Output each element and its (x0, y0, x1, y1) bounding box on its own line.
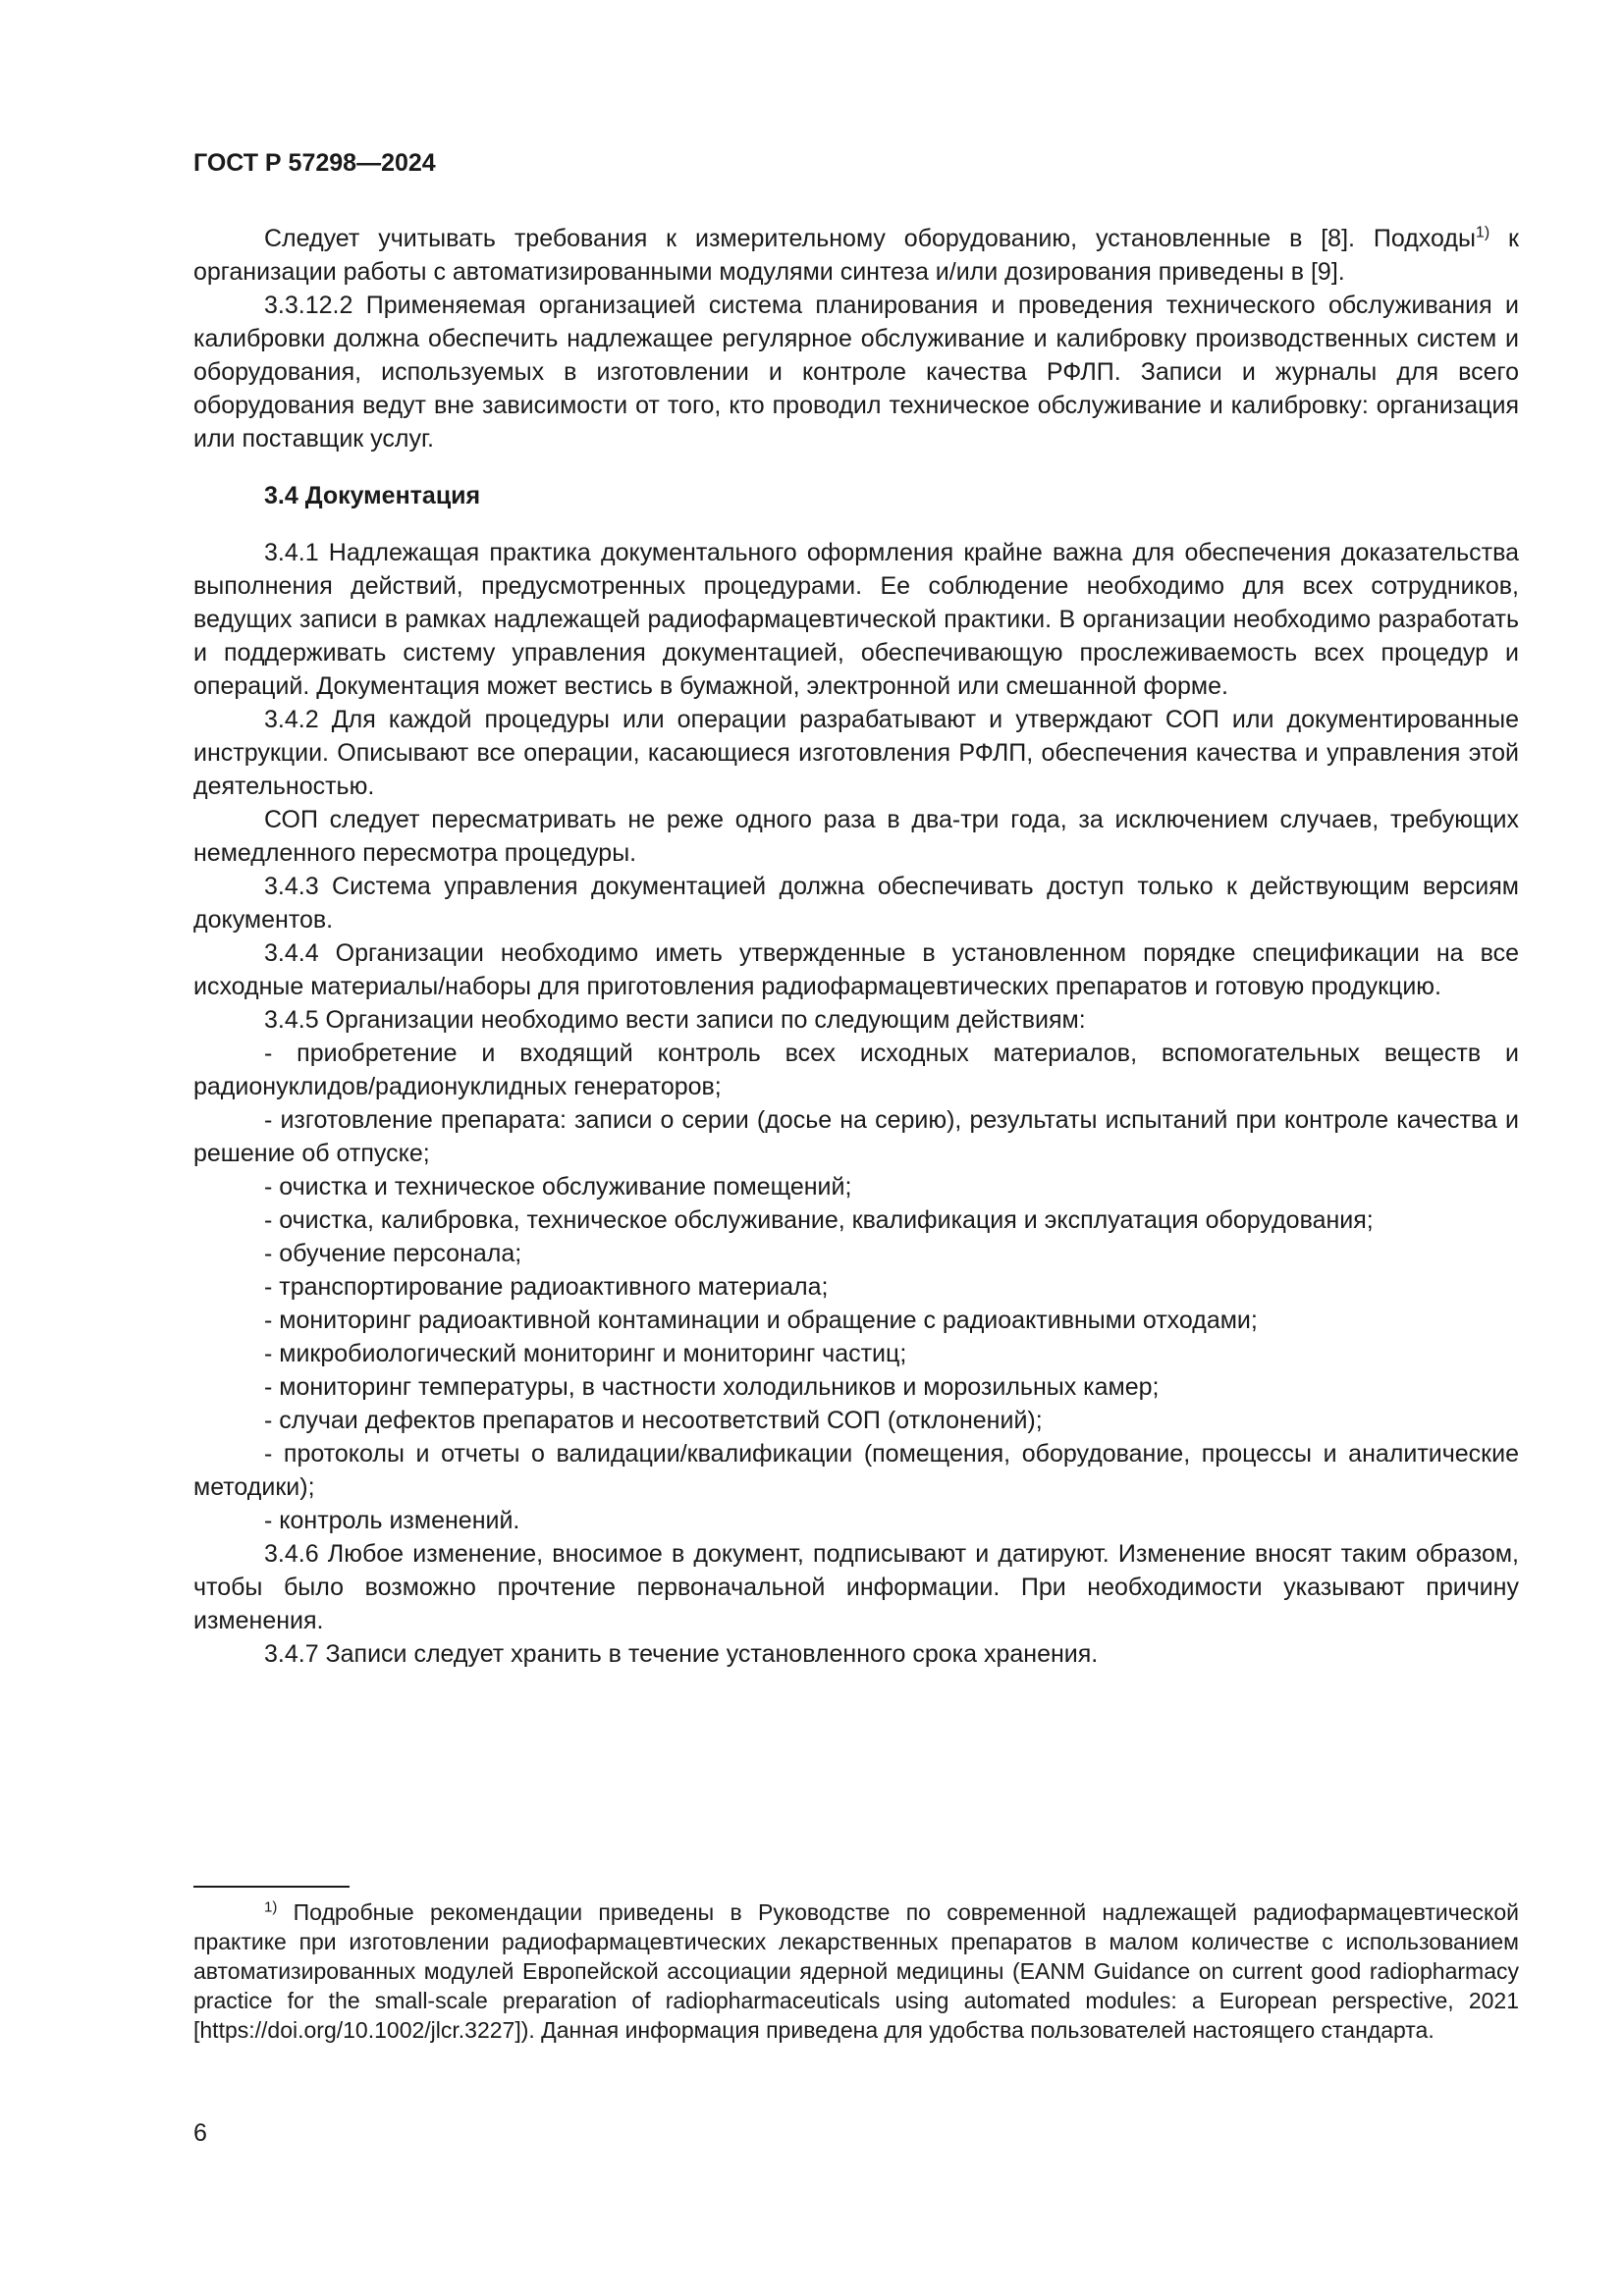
paragraph: 3.4.4 Организации необходимо иметь утвержденные в установленном порядке спецификации на все исходные материалы/наборы для приготовления радиофармацевтических препаратов и готовую продукцию. (193, 939, 1519, 1000)
paragraph-text: к организации работы с автоматизированными модулями синтеза и/или дозирования приведены в [9]. (193, 225, 1519, 286)
paragraph-text: Следует учитывать требования к измерительному оборудованию, установленные в [8]. Подходы (264, 225, 1476, 252)
list-item: - приобретение и входящий контроль всех исходных материалов, вспомогательных веществ и радионуклидов/радионуклидных генераторов; (193, 1040, 1519, 1100)
list-item: - случаи дефектов препаратов и несоответствий СОП (отклонений); (264, 1407, 1043, 1434)
paragraph: СОП следует пересматривать не реже одного раза в два-три года, за исключением случаев, требующих немедленного пересмотра процедуры. (193, 806, 1519, 867)
paragraph: 3.4.3 Система управления документацией должна обеспечивать доступ только к действующим версиям документов. (193, 873, 1519, 934)
document-header: ГОСТ Р 57298—2024 (193, 149, 436, 177)
footnote (193, 1897, 1519, 2045)
list-item: - микробиологический мониторинг и мониторинг частиц; (264, 1340, 907, 1367)
document-body (193, 222, 1519, 1671)
list-item: - протоколы и отчеты о валидации/квалификации (помещения, оборудование, процессы и аналитические методики); (193, 1440, 1519, 1501)
paragraph: 3.4.2 Для каждой процедуры или операции разрабатывают и утверждают СОП или документированные инструкции. Описывают все операции, касающиеся изготовления РФЛП, обеспечения качества и управления этой деятельностью. (193, 706, 1519, 800)
footnote-text: Подробные рекомендации приведены в Руководстве по современной надлежащей радиофармацевтической практике при изготовлении радиофармацевтических лекарственных препаратов в малом количестве с использованием автоматизированных модулей Европейской ассоциации ядерной медицины (EANM Guidance on current good radiopharmacy practice for the small-scale preparation of radiopharmaceuticals using automated modules: a European perspective, 2021 [https://doi.org/10.1002/jlcr.3227]). Данная информация приведена для удобства пользователей настоящего стандарта. (193, 1899, 1519, 2043)
paragraph: 3.4.7 Записи следует хранить в течение установленного срока хранения. (264, 1640, 1099, 1668)
section-heading: 3.4 Документация (264, 482, 481, 509)
list-item: - обучение персонала; (264, 1240, 522, 1267)
list-item: - транспортирование радиоактивного материала; (264, 1273, 829, 1301)
footnote-marker: 1) (264, 1898, 278, 1916)
paragraph (193, 222, 1519, 289)
page-number: 6 (193, 2119, 207, 2147)
paragraph: 3.4.5 Организации необходимо вести записи по следующим действиям: (264, 1006, 1086, 1034)
list-item: - мониторинг радиоактивной контаминации и обращение с радиоактивными отходами; (264, 1307, 1258, 1334)
list-item: - контроль изменений. (264, 1507, 520, 1534)
paragraph: 3.4.6 Любое изменение, вносимое в документ, подписывают и датируют. Изменение вносят таким образом, чтобы было возможно прочтение первоначальной информации. При необходимости указывают причину изменения. (193, 1540, 1519, 1634)
list-item: - изготовление препарата: записи о серии (досье на серию), результаты испытаний при контроле качества и решение об отпуске; (193, 1106, 1519, 1167)
list-item: - мониторинг температуры, в частности холодильников и морозильных камер; (264, 1373, 1160, 1401)
paragraph: 3.3.12.2 Применяемая организацией система планирования и проведения технического обслуживания и калибровки должна обеспечить надлежащее регулярное обслуживание и калибровку производственных систем и оборудования, используемых в изготовлении и контроле качества РФЛП. Записи и журналы для всего оборудования ведут вне зависимости от того, кто проводил техническое обслуживание и калибровку: организация или поставщик услуг. (193, 292, 1519, 453)
list-item: - очистка и техническое обслуживание помещений; (264, 1173, 852, 1201)
paragraph: 3.4.1 Надлежащая практика документального оформления крайне важна для обеспечения доказательства выполнения действий, предусмотренных процедурами. Ее соблюдение необходимо для всех сотрудников, ведущих записи в рамках надлежащей радиофармацевтической практики. В организации необходимо разработать и поддерживать систему управления документацией, обеспечивающую прослеживаемость всех процедур и операций. Документация может вестись в бумажной, электронной или смешанной форме. (193, 539, 1519, 700)
footnote-ref: 1) (1475, 224, 1490, 241)
footnote-divider (193, 1886, 350, 1888)
list-item: - очистка, калибровка, техническое обслуживание, квалификация и эксплуатация оборудования; (264, 1206, 1374, 1234)
